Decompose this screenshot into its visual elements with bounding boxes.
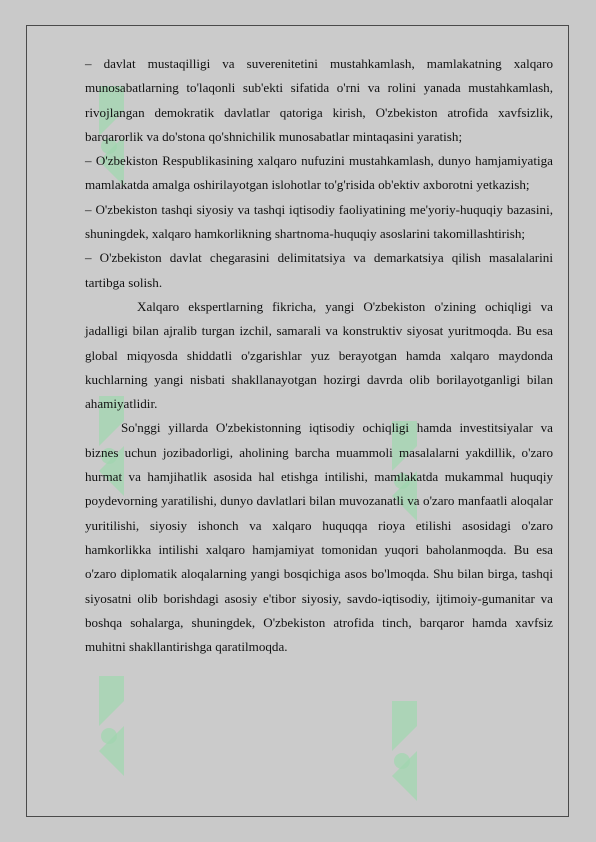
list-item: – O'zbekiston tashqi siyosiy va tashqi iqtisodiy faoliyatining me'yoriy-huquqiy bazasini, shuningdek, xalqaro hamkorlikning shartnoma-huquqiy asoslarini takomillashtirish; [85, 201, 553, 242]
body-paragraph: So'nggi yillarda O'zbekistonning iqtisodiy ochiqligi hamda investitsiyalar va biznes uchun jozibadorligi, aholining barcha muammoli masalalarni yakdillik, o'zaro hurmat va hamjihatlik asosida hal etishga intilishi, mamlakatda mukammal huquqiy poydevorning yaratilishi, dunyo davlatlari bilan muvozanatli va o'zaro manfaatli aloqalar yuritilishi, siyosiy ishonch va xalqaro huquqqa rioya etilishi asosidagi o'zaro hamkorlikka intilishi xalqaro hamjamiyat tomonidan yuqori baholanmoqda. Bu esa o'zaro diplomatik aloqalarning yangi bosqichiga asos bo'lmoqda. Shu bilan birga, tashqi siyosatni olib borishdagi asosiy e'tibor siyosiy, savdo-iqtisodiy, ijtimoiy-gumanitar va boshqa sohalarga, shuningdek, O'zbekiston atrofida tinch, barqaror hamda xavfsiz muhitni shakllantirishga qaratilmoqda. [85, 420, 553, 655]
watermark-logo-icon [372, 691, 442, 811]
list-item: – O'zbekiston Respublikasining xalqaro nufuzini mustahkamlash, dunyo hamjamiyatiga mamlakatda amalga oshirilayotgan islohotlar to'g'risida ob'ektiv axborotni yetkazish; [85, 153, 553, 193]
list-item: – davlat mustaqilligi va suverenitetini mustahkamlash, mamlakatning xalqaro munosabatlarning to'laqonli sub'ekti sifatida o'rni va rolini yanada mustahkamlash, rivojlangan demokratik davlatlar qatoriga kirish, O'zbekiston atrofida xavfsizlik, barqarorlik va do'stona qo'shnichilik munosabatlar mintaqasini yaratish; [85, 56, 553, 144]
watermark-logo-icon [372, 691, 442, 817]
list-item: – O'zbekiston davlat chegarasini delimitatsiya va demarkatsiya qilish masalalarini tartibga solish. [85, 250, 553, 290]
document-body [85, 52, 553, 659]
body-paragraph: Xalqaro ekspertlarning fikricha, yangi O'zbekiston o'zining ochiqligi va jadalligi bilan ajralib turgan izchil, samarali va konstruktiv siyosat yuritmoqda. Bu esa global miqyosda shiddatli o'zgarishlar yuz berayotgan hamda xalqaro maydonda kuchlarning yangi nisbati shakllanayotgan hozirgi davrda olib borilayotganligi bilan ahamiyatlidir. [85, 298, 553, 412]
watermark-logo-icon [79, 666, 149, 801]
watermark-logo-icon [79, 666, 149, 786]
